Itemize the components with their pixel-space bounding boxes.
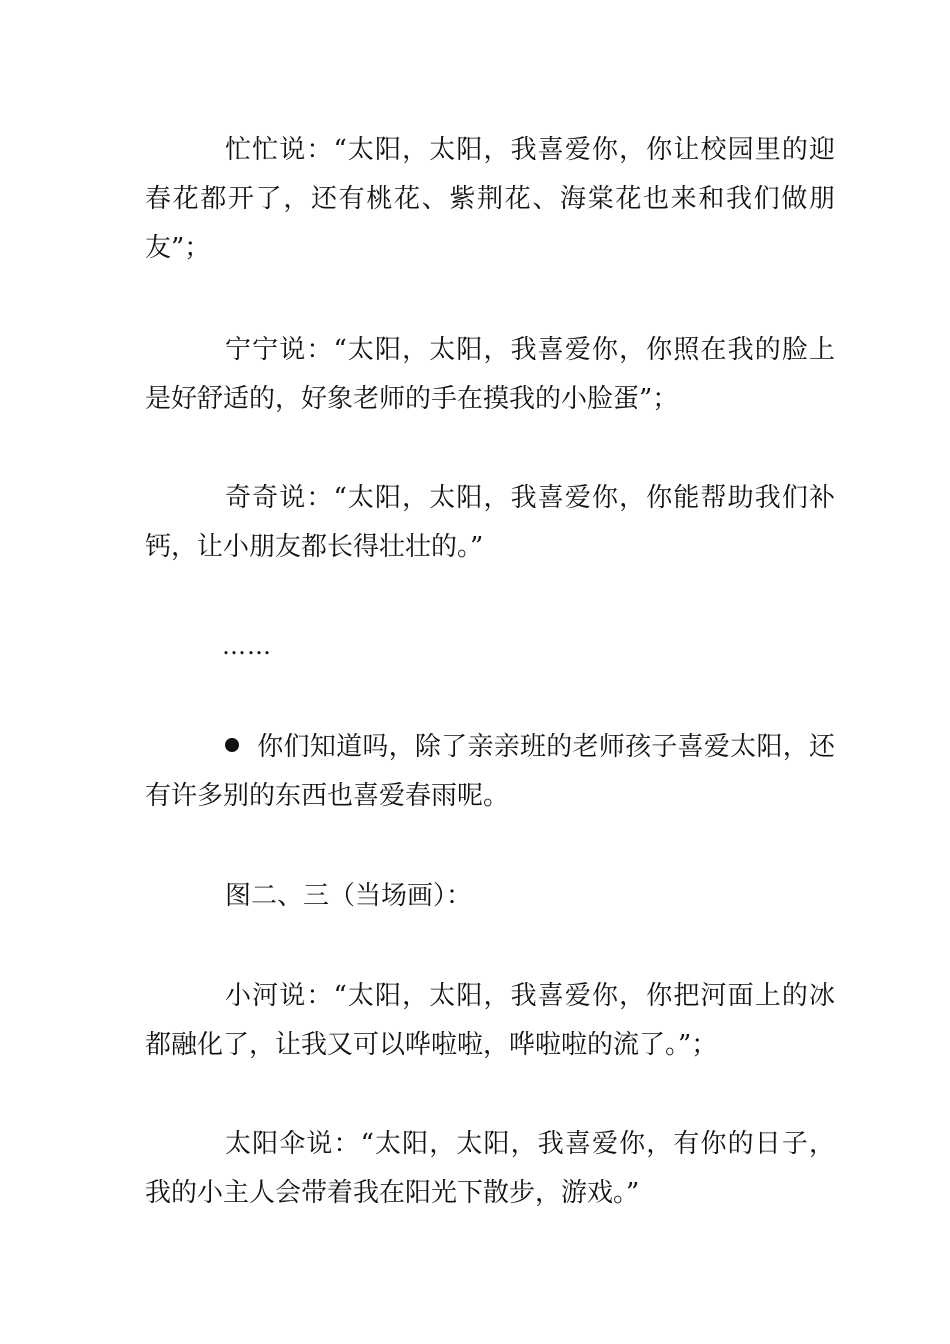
paragraph-qiqi: 奇奇说：“太阳，太阳，我喜爱你，你能帮助我们补钙，让小朋友都长得壮壮的。”	[145, 483, 835, 562]
bullet-icon	[225, 738, 239, 752]
bullet-paragraph	[145, 723, 835, 821]
paragraph-umbrella: 太阳伞说：“太阳，太阳，我喜爱你，有你的日子，我的小主人会带着我在阳光下散步，游戏。”	[145, 1129, 835, 1208]
paragraph-mangmang: 忙忙说：“太阳，太阳，我喜爱你，你让校园里的迎春花都开了，还有桃花、紫荆花、海棠花也来和我们做朋友”；	[145, 135, 835, 263]
ellipsis: ……	[222, 632, 272, 660]
paragraph-ningning: 宁宁说：“太阳，太阳，我喜爱你，你照在我的脸上是好舒适的，好象老师的手在摸我的小脸蛋”；	[145, 335, 835, 414]
bullet-paragraph-text: 你们知道吗，除了亲亲班的老师孩子喜爱太阳，还有许多别的东西也喜爱春雨呢。	[145, 732, 835, 811]
paragraph-river: 小河说：“太阳，太阳，我喜爱你，你把河面上的冰都融化了，让我又可以哗啦啦，哗啦啦的流了。”；	[145, 981, 835, 1060]
paragraph-figure-caption: 图二、三（当场画）：	[225, 881, 473, 911]
